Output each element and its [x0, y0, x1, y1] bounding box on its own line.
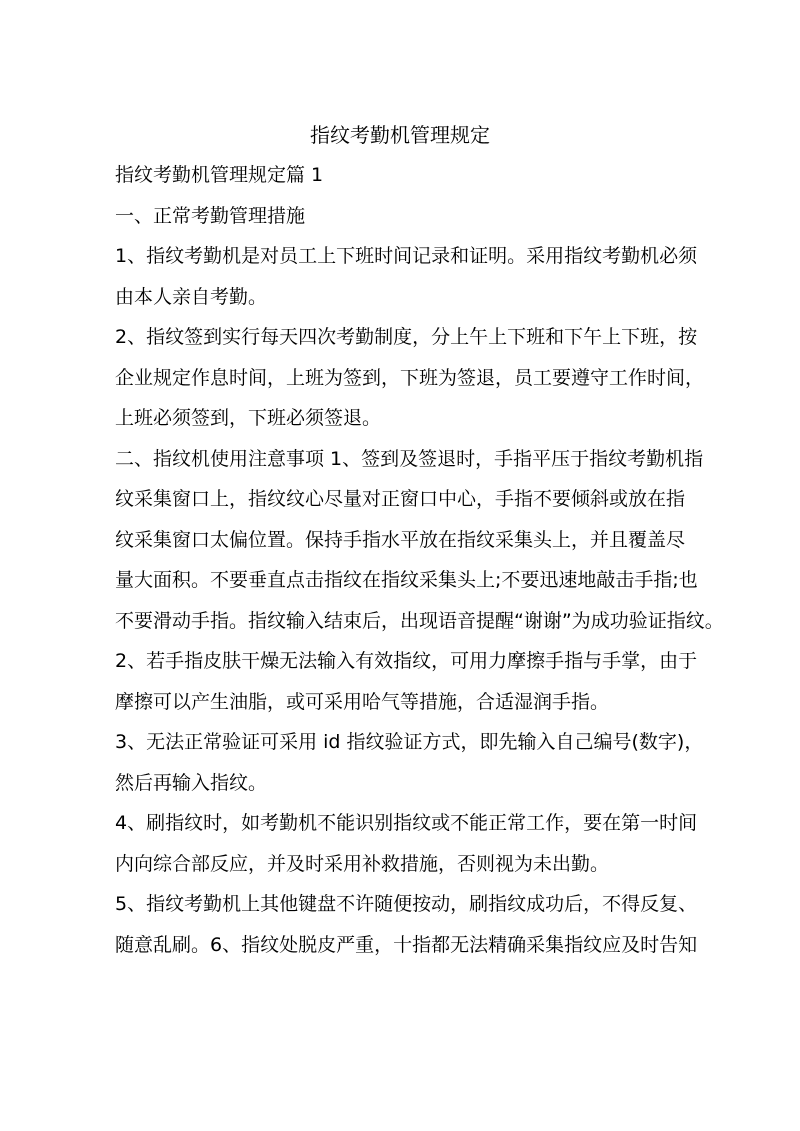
text-line: 纹采集窗口上，指纹纹心尽量对正窗口中心，手指不要倾斜或放在指 — [115, 488, 686, 510]
text-line: 纹采集窗口太偏位置。保持手指水平放在指纹采集头上，并且覆盖尽 — [115, 528, 686, 551]
text-line: 1、指纹考勤机是对员工上下班时间记录和证明。采用指纹考勤机必须 — [115, 245, 698, 267]
text-line: 5、指纹考勤机上其他键盘不许随便按动，刷指纹成功后，不得反复、 — [115, 893, 698, 915]
text-line: 量大面积。不要垂直点击指纹在指纹采集头上;不要迅速地敲击手指;也 — [115, 569, 698, 591]
text-line: 二、指纹机使用注意事项 1、签到及签退时，手指平压于指纹考勤机指 — [115, 447, 704, 470]
text-line: 不要滑动手指。指纹输入结束后，出现语音提醒“谢谢”为成功验证指纹。 — [115, 609, 724, 632]
text-line: 2、指纹签到实行每天四次考勤制度，分上午上下班和下午上下班，按 — [115, 326, 698, 348]
text-line: 4、刷指纹时，如考勤机不能识别指纹或不能正常工作，要在第一时间 — [115, 812, 698, 834]
text-line: 由本人亲自考勤。 — [115, 285, 268, 308]
text-line: 上班必须签到，下班必须签退。 — [115, 407, 382, 429]
text-line: 2、若手指皮肤干燥无法输入有效指纹，可用力摩擦手指与手掌，由于 — [115, 650, 698, 672]
text-line: 摩擦可以产生油脂，或可采用哈气等措施，合适湿润手指。 — [115, 690, 610, 713]
text-line: 一、正常考勤管理措施 — [115, 204, 306, 227]
document-title: 指纹考勤机管理规定 — [310, 123, 490, 147]
text-line: 指纹考勤机管理规定篇 1 — [115, 164, 324, 186]
document-body — [115, 162, 724, 972]
text-line: 3、无法正常验证可采用 id 指纹验证方式，即先输入自己编号(数字)， — [115, 731, 704, 753]
text-line: 内向综合部反应，并及时采用补救措施，否则视为未出勤。 — [115, 852, 610, 875]
text-line: 然后再输入指纹。 — [115, 771, 268, 794]
text-line: 随意乱刷。6、指纹处脱皮严重，十指都无法精确采集指纹应及时告知 — [115, 933, 698, 956]
text-line: 企业规定作息时间，上班为签到，下班为签退，员工要遵守工作时间， — [115, 366, 705, 389]
